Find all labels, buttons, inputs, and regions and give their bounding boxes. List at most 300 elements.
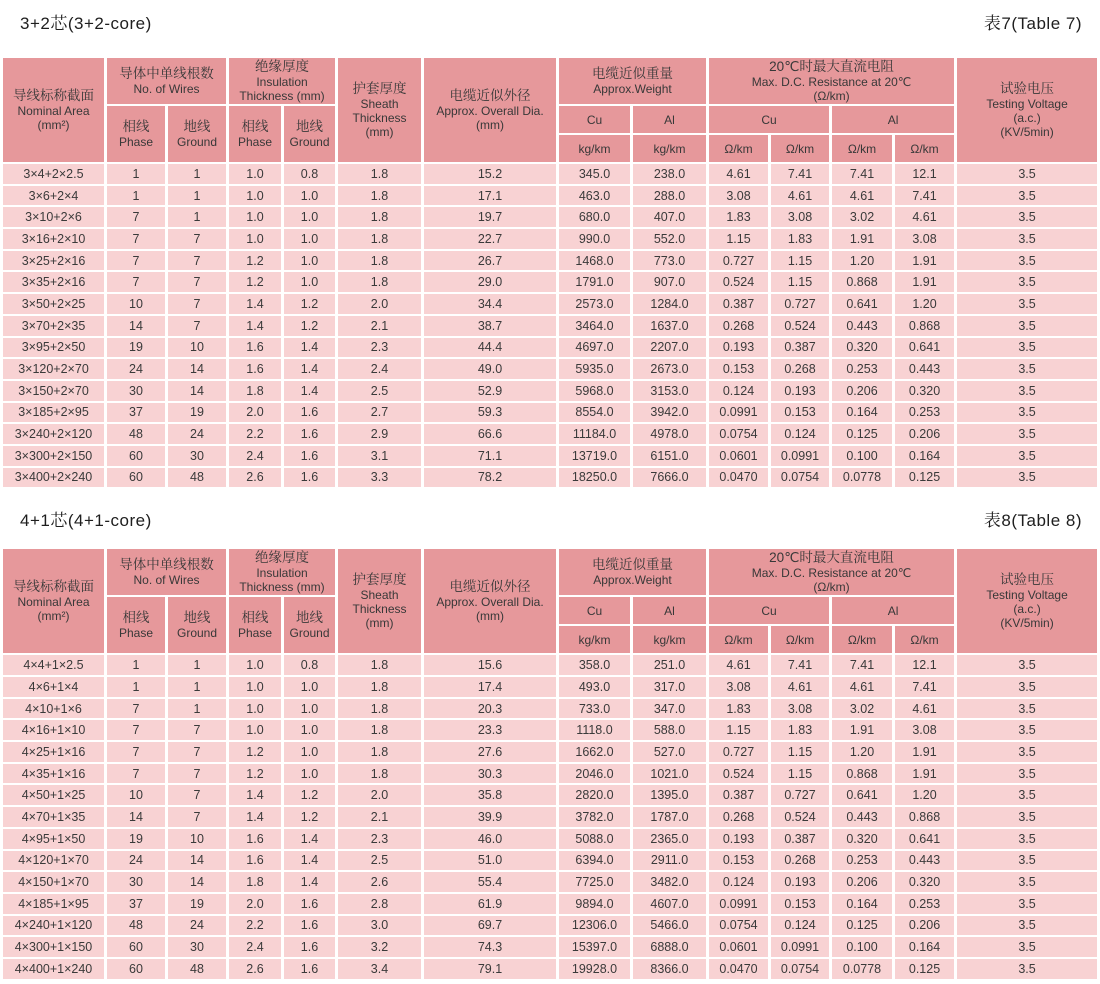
table-cell: 1.2 [284,294,335,314]
table-cell: 8554.0 [559,403,630,423]
table-cell: 3.1 [338,446,421,466]
table-cell: 1.8 [338,272,421,292]
table-cell: 15.6 [424,655,556,675]
table-row [3,720,1097,740]
table-cell: 0.320 [895,872,954,892]
section-title: 3+2芯(3+2-core) [20,14,152,33]
table-cell: 1.0 [284,186,335,206]
subheader-resistance-al [832,106,954,133]
table-cell: 61.9 [424,894,556,914]
table-cell: 1.4 [229,807,281,827]
table-cell: 1.4 [284,381,335,401]
col-header-sheath [338,58,421,162]
table-cell: 990.0 [559,229,630,249]
header-label: 相线 [241,119,269,134]
table-cell: 7 [168,785,226,805]
table-cell: 0.100 [832,446,892,466]
table-cell: 4×35+1×16 [3,764,104,784]
col-header-resistance [709,58,954,104]
table-cell: 1.15 [709,720,768,740]
table-cell: 0.268 [709,807,768,827]
table-cell: 3153.0 [633,381,706,401]
table-cell: 3.5 [957,164,1097,184]
table-cell: 0.193 [709,829,768,849]
subheader-insulation-phase [229,106,281,162]
header-label: Ground [176,626,218,641]
table-cell: 10 [168,338,226,358]
table-cell: 251.0 [633,655,706,675]
table-cell: 347.0 [633,699,706,719]
table-header [3,549,1097,653]
header-label: Approx. Overall Dia. [436,104,544,118]
table-cell: 2.4 [338,359,421,379]
table8-title-row [0,489,1100,533]
table-cell: 3.5 [957,720,1097,740]
table-cell: 0.100 [832,937,892,957]
table-cell: 34.4 [424,294,556,314]
table-cell: 3×16+2×10 [3,229,104,249]
table-cell: 12306.0 [559,916,630,936]
table-cell: 3.5 [957,764,1097,784]
header-label: Thickness [352,111,407,125]
table-cell: 8366.0 [633,959,706,979]
table-cell: 0.320 [895,381,954,401]
table-cell: 1.4 [229,785,281,805]
table-cell: 3×185+2×95 [3,403,104,423]
table-cell: 7 [107,272,165,292]
table-row [3,916,1097,936]
table-cell: 7 [168,316,226,336]
table-cell: 0.0470 [709,959,768,979]
subheader-resistance-al [832,597,954,624]
table-cell: 30 [168,937,226,957]
table-cell: 3.5 [957,468,1097,488]
table-cell: 13719.0 [559,446,630,466]
table-cell: 4×50+1×25 [3,785,104,805]
table-cell: 1468.0 [559,251,630,271]
header-label: 导体中单线根数 [119,557,214,573]
table-cell: 1.8 [338,186,421,206]
table-cell: 1.0 [229,207,281,227]
table-cell: 1.4 [284,829,335,849]
table-cell: 1.0 [229,677,281,697]
table-cell: 5935.0 [559,359,630,379]
table-cell: 4.61 [895,699,954,719]
table-cell: 2.5 [338,381,421,401]
table-cell: 3.5 [957,851,1097,871]
unit-ohm-km [895,626,954,653]
table-cell: 69.7 [424,916,556,936]
table-cell: 3.5 [957,316,1097,336]
table-cell: 4×95+1×50 [3,829,104,849]
table-cell: 4.61 [709,655,768,675]
table-cell: 23.3 [424,720,556,740]
table-cell: 14 [107,807,165,827]
table-cell: 1.0 [284,699,335,719]
table-cell: 9894.0 [559,894,630,914]
section-title: 4+1芯(4+1-core) [20,511,152,531]
table-cell: 1 [168,164,226,184]
table-cell: 2.1 [338,807,421,827]
subheader-wires-phase [107,597,165,653]
table-cell: 1662.0 [559,742,630,762]
table-cell: 1.6 [229,359,281,379]
subheader-insulation-ground [284,597,335,653]
table-cell: 7.41 [895,186,954,206]
table-cell: 0.153 [771,403,829,423]
header-label: Phase [237,135,273,149]
table-cell: 0.253 [895,403,954,423]
table-cell: 1.4 [284,851,335,871]
col-header-nominal-area [3,549,104,653]
table-cell: 2207.0 [633,338,706,358]
table-cell: 3.5 [957,894,1097,914]
table-cell: 7 [168,229,226,249]
table-cell: 7 [168,742,226,762]
table-cell: 1.0 [284,251,335,271]
table-cell: 0.193 [771,381,829,401]
table-row [3,359,1097,379]
table-cell: 3.5 [957,742,1097,762]
table-cell: 0.125 [832,424,892,444]
table-cell: 1 [168,207,226,227]
subheader-resistance-cu [709,597,829,624]
table-cell: 0.443 [895,359,954,379]
header-label: Ground [289,135,330,149]
table-cell: 3.5 [957,272,1097,292]
table-cell: 2.3 [338,829,421,849]
table-cell: 4×4+1×2.5 [3,655,104,675]
table-cell: 463.0 [559,186,630,206]
unit-kg-km [559,626,630,653]
header-label: (mm) [365,616,394,631]
subheader-insulation-ground [284,106,335,162]
table-cell: 60 [107,959,165,979]
col-header-testing-voltage [957,58,1097,162]
table-cell: 1.2 [284,316,335,336]
table-cell: 0.727 [771,294,829,314]
table-cell: 3.5 [957,294,1097,314]
table-cell: 0.0991 [771,446,829,466]
table-cell: 17.1 [424,186,556,206]
table-cell: 0.164 [895,446,954,466]
table-cell: 1.15 [771,742,829,762]
table-cell: 288.0 [633,186,706,206]
header-label: Al [664,112,675,127]
table-cell: 1.0 [229,229,281,249]
table-cell: 0.8 [284,164,335,184]
table-cell: 30 [107,381,165,401]
header-label: No. of Wires [133,82,200,96]
table-cell: 3×4+2×2.5 [3,164,104,184]
col-header-no-of-wires [107,58,226,104]
header-label: 导体中单线根数 [119,66,214,81]
table-cell: 24 [107,359,165,379]
table-cell: 44.4 [424,338,556,358]
table-cell: 1.6 [284,959,335,979]
header-label: Phase [118,135,154,149]
table-cell: 1.15 [771,764,829,784]
unit-ohm-km [832,626,892,653]
table-cell: 2.6 [229,959,281,979]
table-row [3,164,1097,184]
header-label: 护套厚度 [352,81,407,96]
table-cell: 1.0 [284,272,335,292]
table-cell: 3.5 [957,359,1097,379]
header-label: (a.c.) [1013,111,1041,125]
table-cell: 3×120+2×70 [3,359,104,379]
header-label: No. of Wires [133,573,200,588]
table-cell: 4×70+1×35 [3,807,104,827]
table-cell: 7 [168,720,226,740]
table-cell: 27.6 [424,742,556,762]
table-cell: 12.1 [895,655,954,675]
header-label: kg/km [653,632,686,647]
table-cell: 1.15 [709,229,768,249]
header-label: (KV/5min) [1000,125,1054,139]
table-cell: 3×25+2×16 [3,251,104,271]
spec-table-8 [0,547,1100,980]
table-cell: 1.0 [284,742,335,762]
unit-ohm-km [709,626,768,653]
table-cell: 0.524 [709,272,768,292]
table-cell: 0.164 [832,403,892,423]
header-label: Ω/km [724,632,753,647]
header-label: 试验电压 [1000,81,1055,96]
header-label: Max. D.C. Resistance at 20℃ [751,566,912,581]
table-cell: 1 [107,677,165,697]
table-cell: 0.727 [771,785,829,805]
header-label: Approx.Weight [593,573,672,588]
table-cell: 0.268 [709,316,768,336]
table-cell: 2.3 [338,338,421,358]
table-cell: 0.387 [709,294,768,314]
table-cell: 7 [107,229,165,249]
table-cell: 1.6 [284,403,335,423]
header-label: 导线标称截面 [13,88,94,103]
header-label: Insulation [256,75,308,89]
table-cell: 3.5 [957,446,1097,466]
table-cell: 1.8 [338,720,421,740]
table-cell: 3.08 [895,229,954,249]
table-row [3,764,1097,784]
table-cell: 3×50+2×25 [3,294,104,314]
table-cell: 680.0 [559,207,630,227]
table-cell: 2.2 [229,916,281,936]
table-cell: 1.4 [229,294,281,314]
table-cell: 1 [107,655,165,675]
table-cell: 1.91 [832,229,892,249]
table-cell: 7.41 [771,655,829,675]
table-cell: 4.61 [895,207,954,227]
table-cell: 0.153 [709,851,768,871]
table-cell: 3.5 [957,207,1097,227]
table-cell: 0.193 [771,872,829,892]
table-cell: 0.387 [709,785,768,805]
table-row [3,468,1097,488]
table-row [3,403,1097,423]
table-cell: 2573.0 [559,294,630,314]
unit-kg-km [633,135,706,162]
header-label: 相线 [241,610,269,626]
table-cell: 0.164 [895,937,954,957]
table-cell: 48 [168,468,226,488]
table-row [3,655,1097,675]
table-cell: 0.0754 [771,468,829,488]
table-row [3,829,1097,849]
table-cell: 14 [168,872,226,892]
subheader-wires-phase [107,106,165,162]
table-cell: 2.6 [338,872,421,892]
table-cell: 1.4 [284,872,335,892]
table-cell: 2.0 [229,894,281,914]
header-label: 地线 [296,610,323,626]
table-row [3,742,1097,762]
table-cell: 19928.0 [559,959,630,979]
table-cell: 18250.0 [559,468,630,488]
table-cell: 3×70+2×35 [3,316,104,336]
table-cell: 0.524 [709,764,768,784]
table-cell: 1787.0 [633,807,706,827]
table-cell: 7 [107,699,165,719]
table-cell: 0.206 [832,872,892,892]
table-cell: 733.0 [559,699,630,719]
table-cell: 1.83 [771,229,829,249]
table-cell: 5968.0 [559,381,630,401]
table-cell: 0.524 [771,807,829,827]
table-cell: 38.7 [424,316,556,336]
table-cell: 3942.0 [633,403,706,423]
table-cell: 3×300+2×150 [3,446,104,466]
table-cell: 407.0 [633,207,706,227]
table-cell: 0.641 [832,294,892,314]
table-row [3,894,1097,914]
table-cell: 3.5 [957,807,1097,827]
table-cell: 71.1 [424,446,556,466]
table-cell: 4×120+1×70 [3,851,104,871]
subheader-weight-al [633,597,706,624]
table-cell: 1.4 [229,316,281,336]
table-cell: 29.0 [424,272,556,292]
table-row [3,316,1097,336]
table-cell: 0.443 [895,851,954,871]
table-cell: 0.164 [832,894,892,914]
table-cell: 1.6 [284,446,335,466]
table-cell: 6394.0 [559,851,630,871]
subheader-weight-cu [559,597,630,624]
header-label: Al [664,603,675,618]
table-cell: 0.0754 [771,959,829,979]
table-cell: 2673.0 [633,359,706,379]
table-row [3,186,1097,206]
table-cell: 0.868 [895,316,954,336]
table-cell: 1 [168,655,226,675]
table-cell: 1.91 [895,272,954,292]
table-cell: 3.5 [957,872,1097,892]
table-cell: 1.0 [284,677,335,697]
table-cell: 0.124 [771,916,829,936]
table-cell: 1118.0 [559,720,630,740]
table-cell: 1.4 [284,338,335,358]
col-header-weight [559,549,706,595]
table-cell: 0.0601 [709,446,768,466]
table-cell: 1.8 [338,742,421,762]
table-cell: 3×6+2×4 [3,186,104,206]
table-cell: 4×150+1×70 [3,872,104,892]
table-row [3,699,1097,719]
table-cell: 4.61 [709,164,768,184]
table-cell: 2.0 [229,403,281,423]
table-cell: 0.124 [709,381,768,401]
table-cell: 78.2 [424,468,556,488]
table-row [3,872,1097,892]
table-cell: 46.0 [424,829,556,849]
table-cell: 1.15 [771,272,829,292]
table-cell: 0.206 [895,916,954,936]
header-label: Approx.Weight [593,82,672,96]
header-label: (mm) [476,609,504,624]
table-cell: 1.6 [229,851,281,871]
header-label: Testing Voltage [986,97,1068,111]
table-cell: 0.0754 [709,424,768,444]
table-cell: 2.1 [338,316,421,336]
table-cell: 19 [168,403,226,423]
table-cell: 4×400+1×240 [3,959,104,979]
table-cell: 3.5 [957,403,1097,423]
table-cell: 0.727 [709,251,768,271]
table-cell: 1 [107,164,165,184]
header-label: Approx. Overall Dia. [436,595,544,610]
table-cell: 0.124 [709,872,768,892]
table-cell: 0.443 [832,316,892,336]
table-row [3,807,1097,827]
table-cell: 1.2 [229,251,281,271]
header-label: Nominal Area [17,595,90,610]
table-cell: 1.0 [284,764,335,784]
table-cell: 37 [107,403,165,423]
table-cell: 1.2 [284,807,335,827]
table-cell: 0.0778 [832,959,892,979]
table-cell: 0.443 [832,807,892,827]
table-cell: 30 [107,872,165,892]
table-cell: 1.8 [338,677,421,697]
table-cell: 2.5 [338,851,421,871]
spec-table-7 [0,56,1100,489]
table-cell: 7 [168,272,226,292]
table-cell: 10 [107,785,165,805]
table-cell: 588.0 [633,720,706,740]
header-label: Thickness [352,602,407,617]
table-cell: 2911.0 [633,851,706,871]
table-cell: 3.08 [771,699,829,719]
table-cell: 3.08 [709,677,768,697]
table-cell: 3×35+2×16 [3,272,104,292]
header-label: Al [887,112,899,127]
table-cell: 5466.0 [633,916,706,936]
unit-kg-km [633,626,706,653]
table-cell: 1.2 [284,785,335,805]
table-cell: 19 [168,894,226,914]
table-cell: 345.0 [559,164,630,184]
table-cell: 0.153 [771,894,829,914]
subheader-insulation-phase [229,597,281,653]
table-cell: 773.0 [633,251,706,271]
table-cell: 1395.0 [633,785,706,805]
table-cell: 60 [107,468,165,488]
header-label: Sheath [360,588,399,603]
table-cell: 52.9 [424,381,556,401]
header-label: kg/km [578,141,611,156]
